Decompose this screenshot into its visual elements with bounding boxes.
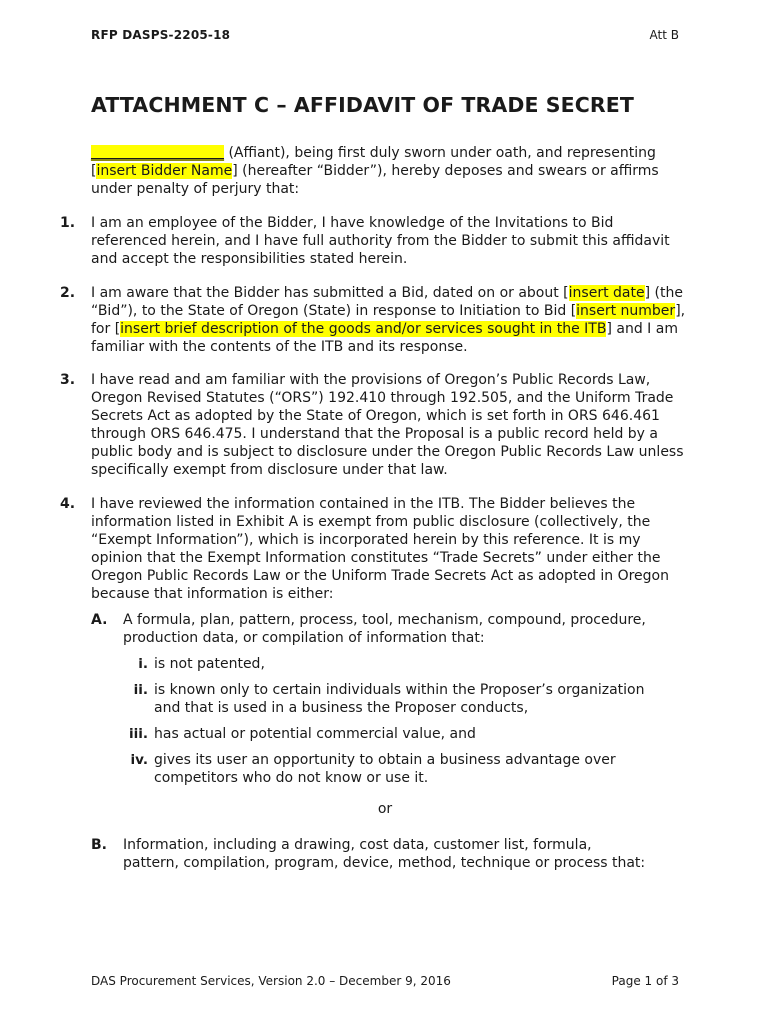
item-text: I have reviewed the information contained in the ITB. The Bidder believes the information listed in Exhibit A is exempt from public disclosure (collectively, the “Exempt Information”), which is incorporated herein by this reference. It is my opinion that the Exempt Information constitutes “Trade Secrets” under either the Oregon Public Records Law or the Uniform Trade Secrets Act as adopted in Oregon because that information is either: [91, 496, 669, 602]
roman-text: has actual or potential commercial value, and [154, 726, 476, 742]
roman-text: is not patented, [154, 656, 265, 672]
roman-item-iv [112, 751, 672, 787]
item-2-text-1: I am aware that the Bidder has submitted a Bid, dated on or about [ [91, 285, 569, 301]
roman-label: ii. [133, 682, 148, 698]
or-separator: or [377, 801, 393, 817]
item-text: I have read and am familiar with the provisions of Oregon’s Public Records Law, Oregon Revised Statutes (“ORS”) 192.410 through 192.505, and the Uniform Trade Secrets Act as adopted by the State of Oregon, which is set forth in ORS 646.461 through ORS 646.475. I understand that the Proposal is a public record held by a public body and is subject to disclosure under the Oregon Public Records Law unless specifically exempt from disclosure under that law. [91, 372, 684, 478]
footer-page-number: Page 1 of 3 [611, 974, 679, 988]
page-title: ATTACHMENT C – AFFIDAVIT OF TRADE SECRET [91, 93, 634, 117]
roman-label: iii. [128, 726, 148, 742]
intro-paragraph [91, 144, 691, 198]
list-item-4 [60, 495, 690, 603]
sub-item-label: A. [91, 612, 108, 628]
item-number: 1. [60, 215, 76, 231]
sub-item-text: Information, including a drawing, cost data, customer list, formula, pattern, compilation, program, device, method, technique or process that: [123, 837, 646, 871]
sub-item-b [91, 836, 651, 872]
item-text: I am an employee of the Bidder, I have knowledge of the Invitations to Bid referenced herein, and I have full authority from the Bidder to submit this affidavit and accept the responsibilities stated herein. [91, 215, 670, 267]
sub-item-text: A formula, plan, pattern, process, tool, mechanism, compound, procedure, production data, or compilation of information that: [123, 612, 646, 646]
date-placeholder: insert date [568, 285, 645, 301]
header-attachment-label: Att B [649, 28, 679, 42]
roman-item-ii [112, 681, 672, 717]
roman-item-i [112, 655, 672, 673]
item-number: 3. [60, 372, 76, 388]
list-item-2 [60, 284, 690, 356]
item-2-text-4: ] and I am familiar with the contents of the ITB and its response. [91, 321, 678, 355]
item-2-text-2: ] (the “Bid”), to the State of Oregon (State) in response to Initiation to Bid [ [91, 285, 683, 319]
roman-text: is known only to certain individuals within the Proposer’s organization and that is used in a business the Proposer conducts, [154, 682, 645, 716]
roman-text: gives its user an opportunity to obtain a business advantage over competitors who do not know or use it. [154, 752, 616, 786]
list-item-1 [60, 214, 690, 268]
footer-version: DAS Procurement Services, Version 2.0 – December 9, 2016 [91, 974, 451, 988]
sub-item-label: B. [91, 837, 107, 853]
roman-label: iv. [130, 752, 148, 768]
item-number: 4. [60, 496, 76, 512]
affiant-blank: ___________________ [91, 145, 224, 161]
item-2-text-3: ], for [ [91, 303, 686, 337]
item-number: 2. [60, 285, 76, 301]
roman-label: i. [138, 656, 148, 672]
sub-item-a [91, 611, 651, 647]
roman-item-iii [112, 725, 672, 743]
list-item-3 [60, 371, 690, 479]
number-placeholder: insert number [576, 303, 676, 319]
bidder-name-placeholder: insert Bidder Name [96, 163, 233, 179]
intro-text-2: ] (hereafter “Bidder”), hereby deposes and swears or affirms under penalty of perjury that: [91, 163, 659, 197]
header-rfp-number: RFP DASPS-2205-18 [91, 28, 231, 42]
item-text [91, 284, 690, 356]
description-placeholder: insert brief description of the goods and/or services sought in the ITB [120, 321, 607, 337]
intro-text-1: (Affiant), being first duly sworn under oath, and representing [ [91, 145, 656, 179]
